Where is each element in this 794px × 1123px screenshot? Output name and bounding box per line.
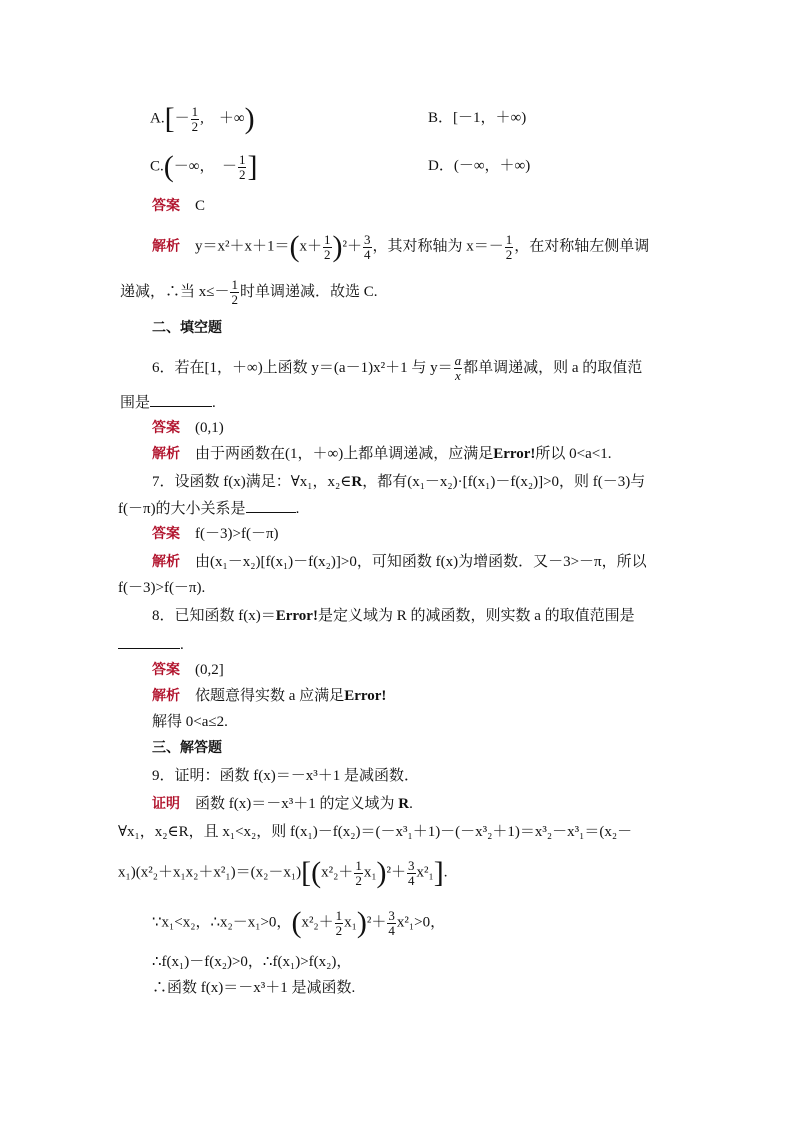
explanation-tag: 解析: [152, 688, 180, 704]
q6-stem-line-1: 6．若在[1，＋∞)上函数 y＝(a－1)x²＋1 与 y＝ $\frac{a}{x}$ 都单调递减，则 a 的取值范: [152, 353, 643, 383]
option-c-label: C.: [150, 158, 164, 175]
q9-proof-line-4: ∵x₁<x₂，∴x₂－x₁>0，(x²₂＋ $\frac{1}{2}$ x₁)²＋ $\frac{3}{4}$ x²₁>0，: [152, 906, 446, 939]
q7-answer: f(－3)>f(－π): [195, 526, 279, 542]
q5-explanation-line-1: 解析 y＝x²＋x＋1＝(x＋ $\frac{1}{2}$ )²＋ $\frac{3}{4}$ ，其对称轴为 x＝－ $\frac{1}{2}$ ，在对称轴左侧单调: [152, 230, 650, 263]
answer-blank: [246, 498, 296, 513]
answer-tag: 答案: [152, 420, 180, 436]
q9-proof-line-3: x₁)(x²₂＋x₁x₂＋x²₁)＝(x₂－x₁)[(x²₂＋ $\frac{1}{2}$ x₁)²＋ $\frac{3}{4}$ x²₁].: [118, 856, 448, 889]
fraction-three-quarters: $\frac{3}{4}$: [364, 231, 371, 262]
left-paren: (: [163, 150, 174, 183]
q8-explanation-line-2: 解得 0<a≤2.: [152, 714, 228, 730]
answer-tag: 答案: [152, 662, 180, 678]
right-bracket: ]: [247, 150, 258, 183]
explanation-tag: 解析: [152, 554, 180, 570]
q9-stem: 9．证明：函数 f(x)＝－x³＋1 是减函数．: [152, 768, 419, 784]
q7-answer-line: [152, 524, 279, 544]
fraction-three-quarters: $\frac{3}{4}$: [408, 857, 415, 888]
fraction-one-half: $\frac{1}{2}$: [355, 857, 362, 888]
q7-explanation-line-2: f(－3)>f(－π).: [118, 580, 206, 596]
q9-proof-line-1: 证明 函数 f(x)＝－x³＋1 的定义域为 R.: [152, 796, 413, 812]
section-heading-fill-in: 二、填空题: [152, 320, 222, 336]
q8-explanation-line-1: 解析 依题意得实数 a 应满足Error!: [152, 688, 387, 704]
option-a-label: A.: [150, 110, 165, 127]
option-d: D．(－∞，＋∞): [428, 158, 531, 174]
q9-proof-line-6: ∴函数 f(x)＝－x³＋1 是减函数.: [152, 980, 356, 996]
q5-explanation-line-2: 递减，∴当 x≤－ $\frac{1}{2}$ 时单调递减．故选 C.: [120, 277, 378, 307]
fraction-one-half: $\frac{1}{2}$: [231, 277, 238, 307]
q8-answer-line: [152, 660, 224, 680]
q7-stem-line-1: 7．设函数 f(x)满足：∀x₁，x₂∈R，都有(x₁－x₂)·[f(x₁)－f(x₂)]>0，则 f(－3)与: [152, 474, 646, 490]
q5-answer: C: [195, 198, 206, 214]
fraction-one-half: $\frac{1}{2}$: [505, 231, 513, 262]
q8-stem-line-1: 8．已知函数 f(x)＝Error!是定义域为 R 的减函数，则实数 a 的取值范围是: [152, 608, 635, 624]
fraction-three-quarters: $\frac{3}{4}$: [388, 907, 395, 938]
q9-proof-line-5: ∴f(x₁)－f(x₂)>0，∴f(x₁)>f(x₂)，: [152, 954, 352, 970]
q7-stem-line-2: f(－π)的大小关系是 .: [118, 498, 299, 519]
q6-explanation: 解析 由于两函数在(1，＋∞)上都单调递减，应满足Error!所以 0<a<1.: [152, 446, 612, 462]
section-heading-solutions: 三、解答题: [152, 740, 222, 756]
option-c: [150, 152, 257, 182]
explanation-tag: 解析: [152, 238, 180, 255]
q8-stem-line-2: .: [118, 634, 184, 655]
q9-proof-line-2: ∀x₁，x₂∈R，且 x₁<x₂，则 f(x₁)－f(x₂)＝(－x³₁＋1)－(－x³₂＋1)＝x³₂－x³₁＝(x₂－: [118, 824, 633, 840]
answer-tag: 答案: [152, 198, 180, 214]
q5-answer-line: [152, 196, 205, 216]
fraction-a-over-x: $\frac{a}{x}$: [454, 353, 462, 383]
q6-answer: (0,1): [195, 420, 224, 436]
left-bracket: [: [164, 102, 175, 135]
q6-stem-line-2: 围是 .: [120, 392, 216, 413]
right-paren: ): [244, 102, 255, 135]
answer-blank: [118, 634, 180, 649]
q7-explanation-line-1: 解析 由(x₁－x₂)[f(x₁)－f(x₂)]>0，可知函数 f(x)为增函数．又－3>－π，所以: [152, 554, 647, 570]
option-a-tail: , ＋∞: [200, 110, 245, 127]
fraction-one-half: $\frac{1}{2}$: [191, 103, 199, 134]
fraction-one-half: $\frac{1}{2}$: [324, 231, 331, 262]
answer-blank: [150, 392, 212, 407]
proof-tag: 证明: [152, 796, 180, 812]
q6-answer-line: [152, 418, 224, 438]
option-b: B．[－1，＋∞): [428, 110, 527, 126]
option-a: A.[－ $\frac{1}{2}$ , ＋∞): [150, 102, 255, 135]
answer-tag: 答案: [152, 526, 180, 542]
explanation-tag: 解析: [152, 446, 180, 462]
q8-answer: (0,2]: [195, 662, 224, 678]
option-c-head: －∞， －: [173, 158, 237, 175]
fraction-one-half: $\frac{1}{2}$: [238, 151, 246, 182]
fraction-one-half: $\frac{1}{2}$: [335, 907, 343, 938]
